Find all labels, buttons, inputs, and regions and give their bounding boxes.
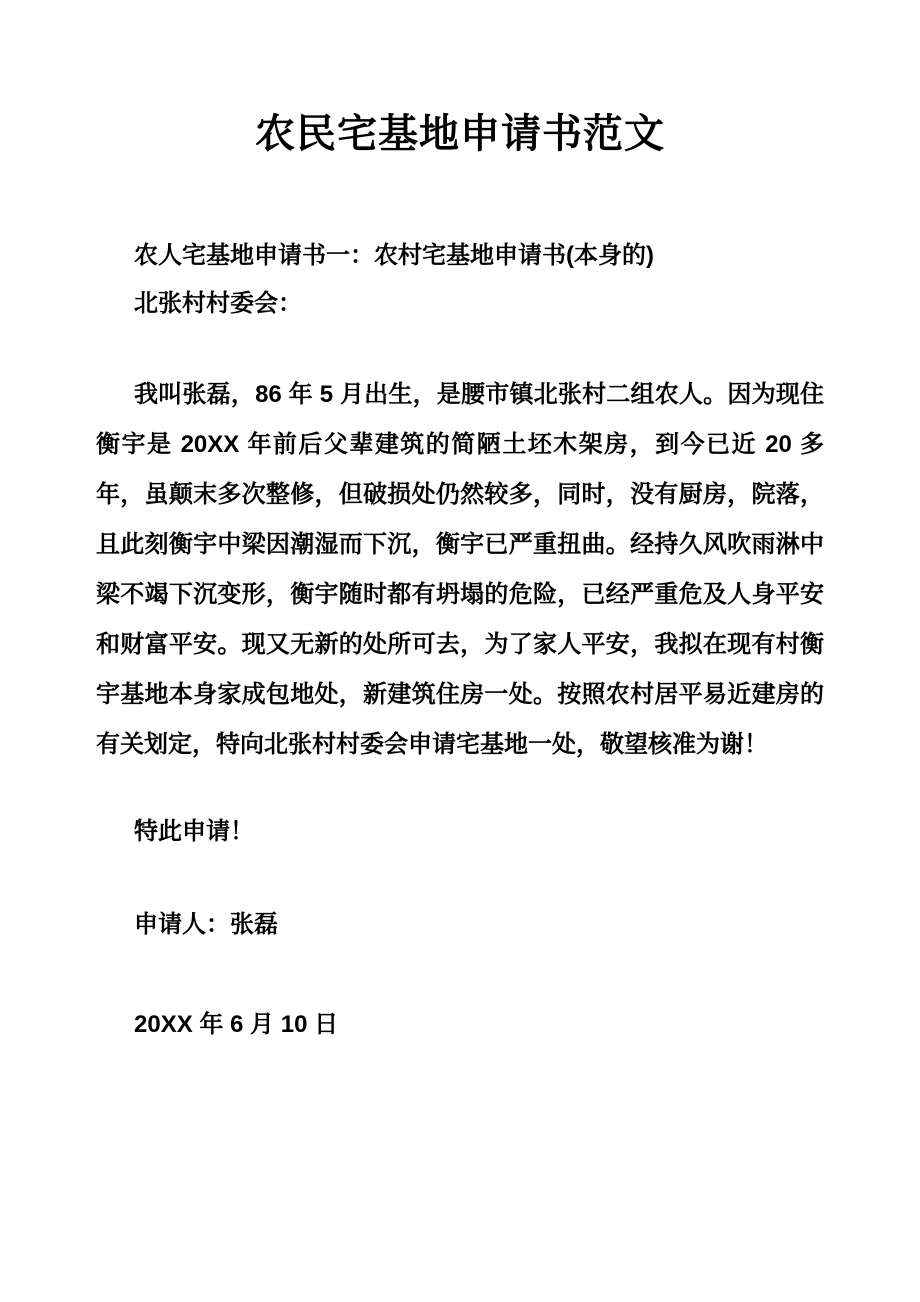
document-subtitle: 农人宅基地申请书一：农村宅基地申请书(本身的) — [134, 242, 654, 269]
document-title: 农民宅基地申请书范文 — [255, 111, 665, 156]
signature-line: 申请人：张磊 — [134, 911, 278, 938]
body-paragraph: 我叫张磊，86 年 5 月出生，是腰市镇北张村二组农人。因为现住衡宇是 20XX 年前后父辈建筑的简陋土坯木架房，到今已近 20 多年，虽颠末多次整修，但破损处仍然较多，同时，没有厨房，院落，且此刻衡宇中梁因潮湿而下沉，衡宇已严重扭曲。经持久风吹雨淋中梁不竭下沉变形，衡宇随时都有坍塌的危险，已经严重危及人身平安和财富平安。现又无新的处所可去，为了家人平安，我拟在现有村衡宇基地本身家成包地处，新建筑住房一处。按照农村居平易近建房的有关划定，特向北张村村委会申请宅基地一处，敬望核准为谢！ — [96, 381, 824, 758]
date-line: 20XX 年 6 月 10 日 — [134, 1011, 339, 1038]
salutation-line: 北张村村委会： — [134, 290, 302, 317]
closing-line: 特此申请！ — [134, 818, 254, 845]
